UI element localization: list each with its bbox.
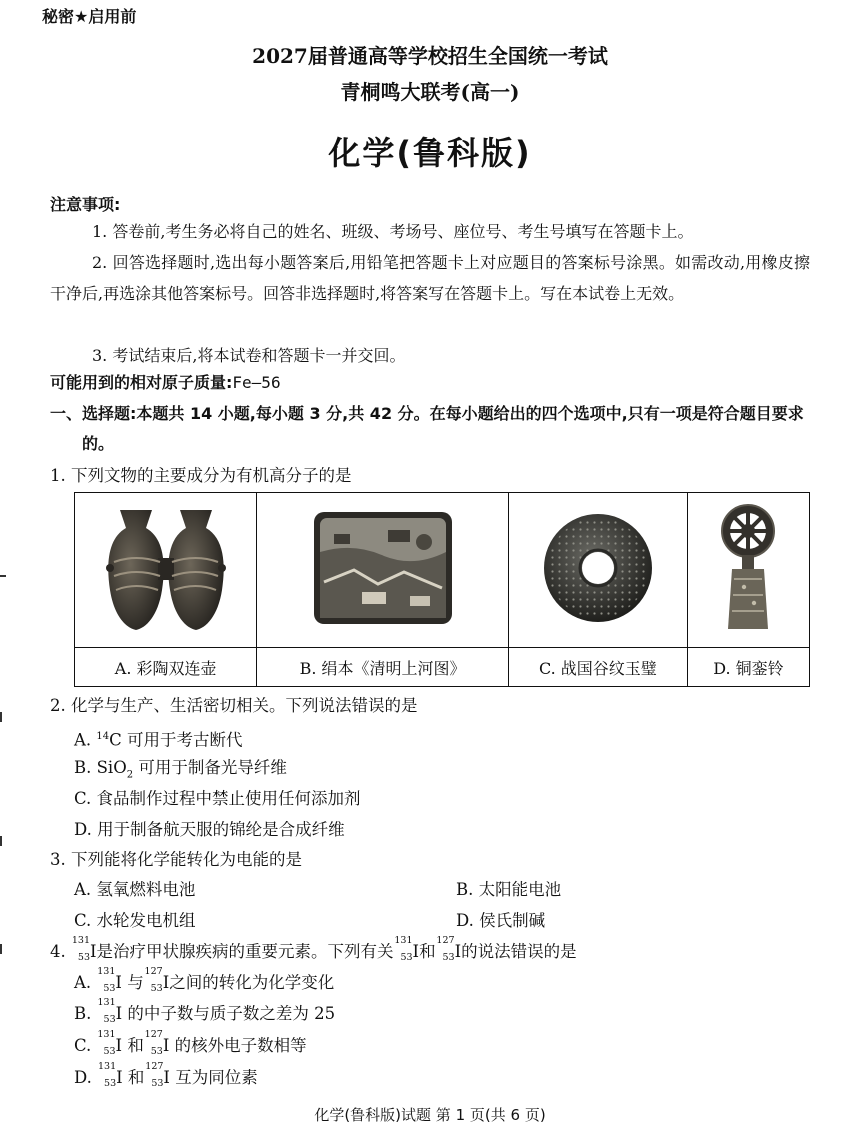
notice-item-2: 2. 回答选择题时,选出每小题答案后,用铅笔把答题卡上对应题目的答案标号涂黑。如需改动,用橡皮擦干净后,再选涂其他答案标号。回答非选择题时,将答案写在答题卡上。写在本试卷上无效。 bbox=[50, 253, 810, 303]
nuclide-i127 bbox=[436, 935, 455, 963]
option-prefix: B. SiO bbox=[74, 758, 127, 777]
option-text: 可用于制备光导纤维 bbox=[133, 758, 287, 777]
binding-mark bbox=[0, 944, 2, 954]
element-symbol: I bbox=[412, 942, 420, 961]
atomic-number: 53 bbox=[150, 1046, 163, 1057]
atomic-number: 53 bbox=[103, 983, 116, 994]
nuclide-i131 bbox=[97, 1029, 116, 1057]
relic-image-cell bbox=[257, 493, 509, 648]
option-text: 之间的转化为化学变化 bbox=[169, 973, 335, 992]
question-4-option-d bbox=[74, 1062, 258, 1093]
subject-title: 化学(鲁科版) bbox=[328, 134, 532, 172]
question-4-option-b bbox=[74, 998, 335, 1029]
nuclide-i131 bbox=[97, 997, 116, 1025]
relic-image-cell bbox=[687, 493, 809, 648]
question-4-stem bbox=[50, 936, 577, 967]
relic-caption: A. 彩陶双连壶 bbox=[75, 648, 257, 687]
atomic-number: 53 bbox=[103, 1046, 116, 1057]
question-3-option-c: C. 水轮发电机组 bbox=[74, 911, 196, 930]
question-2-option-c: C. 食品制作过程中禁止使用任何添加剂 bbox=[74, 789, 361, 808]
binding-mark bbox=[0, 712, 2, 722]
question-3-option-a: A. 氢氧燃料电池 bbox=[74, 880, 196, 899]
exam-subtitle: 青桐鸣大联考(高一) bbox=[340, 80, 520, 104]
exam-title: 2027届普通高等学校招生全国统一考试 bbox=[252, 44, 608, 68]
atomic-mass-line bbox=[50, 370, 281, 393]
mass-number: 131 bbox=[98, 1061, 117, 1072]
section-heading: 一、选择题:本题共 14 小题,每小题 3 分,共 42 分。在每小题给出的四个选项中,只有一项是符合题目要求的。 bbox=[50, 404, 804, 453]
nuclide-i127 bbox=[144, 966, 163, 994]
option-prefix: A. bbox=[74, 730, 97, 750]
binding-mark bbox=[0, 836, 2, 846]
nuclide-i131 bbox=[394, 935, 413, 963]
element-symbol: I bbox=[454, 942, 462, 961]
option-text: 互为同位素 bbox=[175, 1068, 258, 1087]
atomic-number: 53 bbox=[150, 983, 163, 994]
element-symbol: I bbox=[115, 973, 122, 992]
question-2-option-a bbox=[74, 721, 243, 756]
question-3-option-d: D. 侯氏制碱 bbox=[456, 911, 546, 930]
confidential-label: 秘密★启用前 bbox=[42, 7, 137, 26]
notice-title: 注意事项: bbox=[50, 195, 121, 214]
option-text: 的核外电子数相等 bbox=[174, 1036, 307, 1055]
question-3-option-b: B. 太阳能电池 bbox=[456, 880, 562, 899]
atomic-number: 53 bbox=[103, 1014, 116, 1025]
stem-text: 和 bbox=[419, 942, 436, 961]
question-4-option-c bbox=[74, 1030, 307, 1061]
mass-number: 131 bbox=[394, 935, 413, 946]
option-prefix: D. bbox=[74, 1068, 98, 1087]
element-symbol: I bbox=[162, 1036, 170, 1055]
nuclide-i131 bbox=[97, 1061, 117, 1089]
question-1-stem: 1. 下列文物的主要成分为有机高分子的是 bbox=[50, 466, 352, 485]
pottery-vase-image bbox=[106, 502, 226, 634]
bronze-bell-image bbox=[708, 503, 788, 633]
option-text: 的中子数与质子数之差为 25 bbox=[127, 1004, 336, 1023]
nuclide-i131 bbox=[71, 935, 90, 963]
mass-number: 14 bbox=[96, 731, 110, 742]
option-text: 与 bbox=[127, 973, 144, 992]
notice-item-3: 3. 考试结束后,将本试卷和答题卡一并交回。 bbox=[92, 346, 406, 365]
atomic-number: 53 bbox=[104, 1078, 117, 1089]
relics-table bbox=[74, 492, 810, 687]
relic-caption: B. 绢本《清明上河图》 bbox=[257, 648, 509, 687]
mass-number: 131 bbox=[97, 1029, 116, 1040]
option-prefix: C. bbox=[74, 1036, 97, 1055]
element-symbol: I bbox=[115, 1036, 123, 1055]
painting-scroll-image bbox=[314, 512, 452, 624]
relic-image-cell bbox=[75, 493, 257, 648]
mass-number: 131 bbox=[97, 966, 116, 977]
question-2-option-d: D. 用于制备航天服的锦纶是合成纤维 bbox=[74, 820, 345, 839]
option-text: 和 bbox=[127, 1068, 145, 1087]
mass-number: 127 bbox=[144, 1029, 163, 1040]
element-symbol: I bbox=[116, 1068, 123, 1087]
question-3-stem: 3. 下列能将化学能转化为电能的是 bbox=[50, 850, 302, 869]
element-symbol: I bbox=[115, 1004, 123, 1023]
question-2-stem: 2. 化学与生产、生活密切相关。下列说法错误的是 bbox=[50, 696, 418, 715]
subscript: 2 bbox=[126, 769, 134, 781]
page-footer: 化学(鲁科版)试题 第 1 页(共 6 页) bbox=[314, 1106, 546, 1124]
atomic-mass-value: Fe—56 bbox=[232, 373, 281, 392]
stem-text: 的说法错误的是 bbox=[461, 942, 577, 961]
mass-number: 127 bbox=[145, 1061, 164, 1072]
nuclide-i127 bbox=[144, 1029, 163, 1057]
question-number: 4. bbox=[50, 942, 71, 961]
notice-item-1: 1. 答卷前,考生务必将自己的姓名、班级、考场号、座位号、考生号填写在答题卡上。 bbox=[92, 222, 694, 241]
relic-image-cell bbox=[508, 493, 687, 648]
stem-text: 是治疗甲状腺疾病的重要元素。下列有关 bbox=[96, 942, 394, 961]
relic-caption: C. 战国谷纹玉璧 bbox=[508, 648, 687, 687]
option-text: 和 bbox=[127, 1036, 144, 1055]
nuclide-i127 bbox=[144, 1061, 164, 1089]
atomic-number: 53 bbox=[151, 1078, 164, 1089]
question-4-option-a bbox=[74, 967, 334, 998]
mass-number: 131 bbox=[97, 997, 116, 1008]
binding-mark bbox=[0, 575, 6, 577]
nuclide-i131 bbox=[96, 966, 116, 994]
atomic-number: 53 bbox=[400, 952, 413, 963]
element-symbol: I bbox=[90, 942, 97, 961]
option-text: C 可用于考古断代 bbox=[109, 730, 243, 750]
relic-caption: D. 铜銮铃 bbox=[687, 648, 809, 687]
option-prefix: A. bbox=[74, 973, 97, 992]
element-symbol: I bbox=[163, 1068, 170, 1087]
atomic-mass-label: 可能用到的相对原子质量: bbox=[50, 373, 233, 392]
atomic-number: 53 bbox=[77, 952, 90, 963]
mass-number: 131 bbox=[71, 935, 90, 946]
atomic-number: 53 bbox=[442, 952, 455, 963]
mass-number: 127 bbox=[436, 935, 455, 946]
jade-disc-image bbox=[542, 512, 654, 624]
element-symbol: I bbox=[162, 973, 170, 992]
option-prefix: B. bbox=[74, 1004, 97, 1023]
mass-number: 127 bbox=[144, 966, 163, 977]
